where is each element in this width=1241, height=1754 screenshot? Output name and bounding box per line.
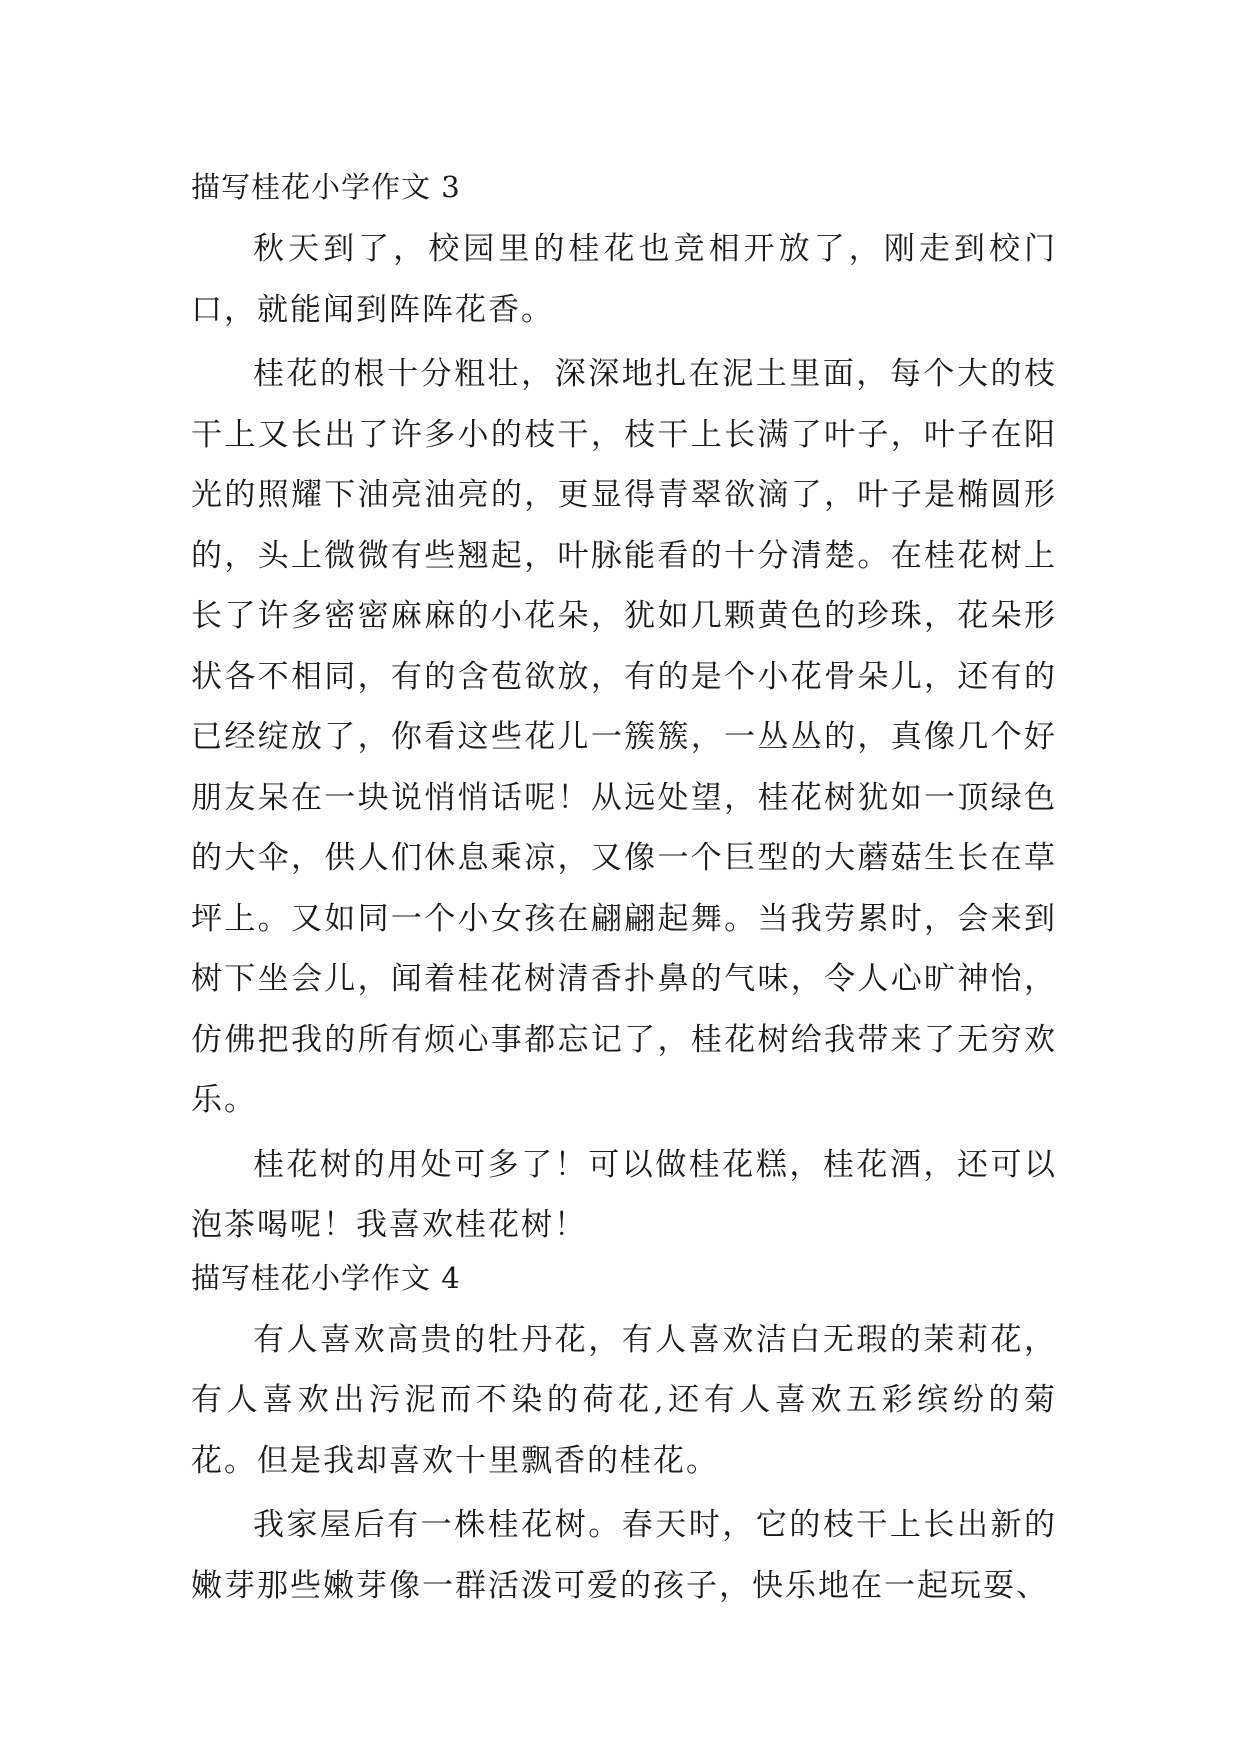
paragraph: 秋天到了，校园里的桂花也竞相开放了，刚走到校门口，就能闻到阵阵花香。	[191, 231, 1057, 328]
paragraph: 桂花树的用处可多了！可以做桂花糕，桂花酒，还可以泡茶喝呢！我喜欢桂花树！	[191, 1146, 1057, 1243]
essay-heading-4: 描写桂花小学作文 4	[191, 1260, 461, 1295]
paragraph: 我家屋后有一株桂花树。春天时，它的枝干上长出新的嫩芽那些嫩芽像一群活泼可爱的孩子，快乐地在一起玩耍、	[191, 1507, 1057, 1604]
paragraph: 有人喜欢高贵的牡丹花，有人喜欢洁白无瑕的茉莉花，有人喜欢出污泥而不染的荷花,还有人喜欢五彩缤纷的菊花。但是我却喜欢十里飘香的桂花。	[191, 1321, 1057, 1479]
document-page	[191, 165, 1057, 1616]
essay-heading-3: 描写桂花小学作文 3	[191, 170, 461, 204]
paragraph: 桂花的根十分粗壮，深深地扎在泥土里面，每个大的枝干上又长出了许多小的枝干，枝干上长满了叶子，叶子在阳光的照耀下油亮油亮的，更显得青翠欲滴了，叶子是椭圆形的，头上微微有些翘起，叶脉能看的十分清楚。在桂花树上长了许多密密麻麻的小花朵，犹如几颗黄色的珍珠，花朵形状各不相同，有的含苞欲放，有的是个小花骨朵儿，还有的已经绽放了，你看这些花儿一簇簇，一丛丛的，真像几个好朋友呆在一块说悄悄话呢！从远处望，桂花树犹如一顶绿色的大伞，供人们休息乘凉，又像一个巨型的大蘑菇生长在草坪上。又如同一个小女孩在翩翩起舞。当我劳累时，会来到树下坐会儿，闻着桂花树清香扑鼻的气味，令人心旷神怡，仿佛把我的所有烦心事都忘记了，桂花树给我带来了无穷欢乐。	[191, 356, 1057, 1118]
